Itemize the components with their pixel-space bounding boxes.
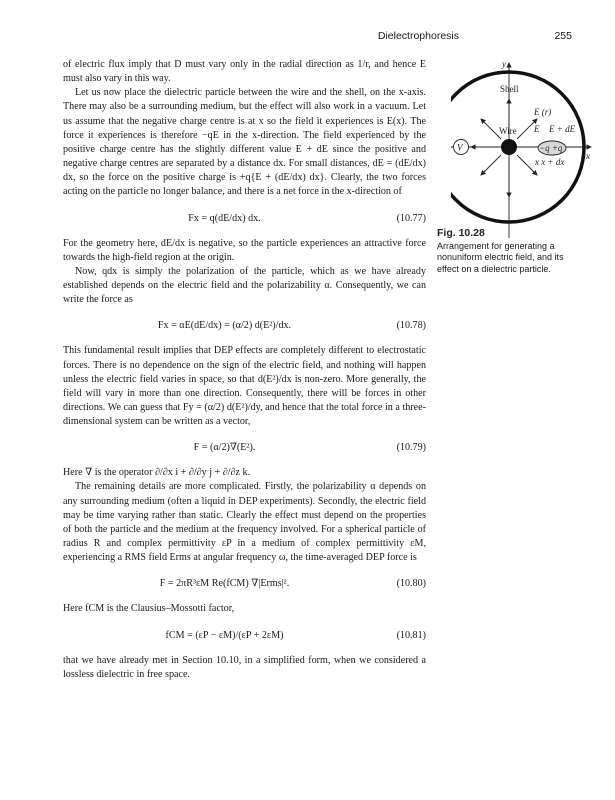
figure-label: Fig. 10.28 — [437, 227, 485, 239]
paragraph: Here fCM is the Clausius–Mossotti factor, — [63, 603, 235, 615]
paragraph: of electric flux imply that D must vary only in the radial direction as 1/r, and hence E must also vary in this way. — [63, 59, 426, 85]
paragraph: Let us now place the dielectric particle between the wire and the shell, on the x-axis. There may also be a surrounding medium, but the effect will also work in a vacuum. Let us assume that the negative charge centre is at x so the field it experiences is E(x). The force it experiences is therefore −qE in the x-direction. The field experienced by the positive charge centre has the slightly different value E + dE since the positive and negative charge centres are separated by a distance dx. For small distances, dE = (dE/dx) dx, so the force on the positive charge is +q{E + (dE/dx) dx}. Clearly, the two forces acting on the particle no longer balance, and there is a net force in the x-direction of — [63, 87, 426, 198]
equation-expression: Fx = q(dE/dx) dx. — [188, 212, 261, 224]
field-e-label: E — [534, 124, 540, 134]
equation-10-81 — [63, 629, 426, 643]
paragraph: For the geometry here, dE/dx is negative, so the particle experiences an attractive force towards the high-field region at the origin. — [63, 237, 426, 263]
equation-number: (10.80) — [396, 578, 426, 590]
field-er-label: E (r) — [534, 107, 552, 117]
paragraph: Here ∇ is the operator ∂/∂x i + ∂/∂y j + ∂/∂z k. — [63, 467, 251, 479]
figure-caption — [437, 228, 577, 275]
equation-number: (10.78) — [396, 320, 426, 332]
running-header-title: Dielectrophoresis — [377, 30, 459, 42]
x-axis-label: x — [586, 151, 590, 161]
position-labels: x x + dx — [535, 157, 565, 167]
field-ede-label: E + dE — [549, 124, 576, 134]
y-axis-label: y — [502, 59, 506, 69]
paragraph: The remaining details are more complicated. Firstly, the polarizability α depends on any surrounding medium (often a liquid in DEP experiments). Secondly, the electric field may be time varying rather than static. Clearly the effect must depend on the properties of both the particle and the medium at the frequency involved. For a spherical particle of radius R and complex permittivity εP in a medium of complex permittivity εM, experiencing a RMS field Erms at angular frequency ω, the time-averaged DEP force is — [63, 481, 426, 564]
equation-expression: F = 2πR³εM Re(fCM) ∇|Erms|². — [159, 578, 290, 590]
paragraph: This fundamental result implies that DEP effects are completely different to electrostatic forces. There is no dependence on the sign of the electric field, and nothing will happen unless the electric field varies in space, so that d(E²)/dx is non-zero. More generally, the field will vary in more than one direction. Consequently, there will be forces in other directions. We can guess that Fy = (α/2) d(E²)/dy, and hence that the total force in a three-dimensional system can be written as a vector, — [63, 345, 426, 428]
paragraph: that we have already met in Section 10.10, in a simplified form, when we considered a lossless dielectric in free space. — [63, 654, 426, 680]
charge-labels: −q +q — [539, 143, 563, 153]
equation-10-79 — [63, 441, 426, 455]
voltage-label: V — [457, 142, 463, 153]
equation-expression: fCM = (εP − εM)/(εP + 2εM) — [165, 629, 284, 641]
equation-10-78 — [63, 319, 426, 333]
equation-10-77 — [63, 212, 426, 226]
figure-caption-text: Arrangement for generating a nonuniform electric field, and its effect on a dielectric particle. — [437, 240, 564, 274]
equation-number: (10.81) — [396, 629, 426, 641]
wire-dot — [501, 139, 517, 155]
equation-expression: Fx = αE(dE/dx) = (α/2) d(E²)/dx. — [157, 320, 292, 332]
paragraph: Now, qdx is simply the polarization of the particle, which as we have already established depends on the electric field and the polarizability α. Consequently, we can write the force as — [63, 265, 426, 306]
equation-expression: F = (α/2)∇(E²). — [193, 442, 256, 454]
equation-10-80 — [63, 577, 426, 591]
wire-label: Wire — [499, 126, 517, 136]
page-number: 255 — [554, 30, 572, 42]
equation-number: (10.79) — [396, 442, 426, 454]
figure-wire-shell-diagram — [451, 55, 611, 240]
shell-label: Shell — [500, 84, 519, 94]
main-text-column — [63, 58, 426, 682]
equation-number: (10.77) — [396, 212, 426, 224]
